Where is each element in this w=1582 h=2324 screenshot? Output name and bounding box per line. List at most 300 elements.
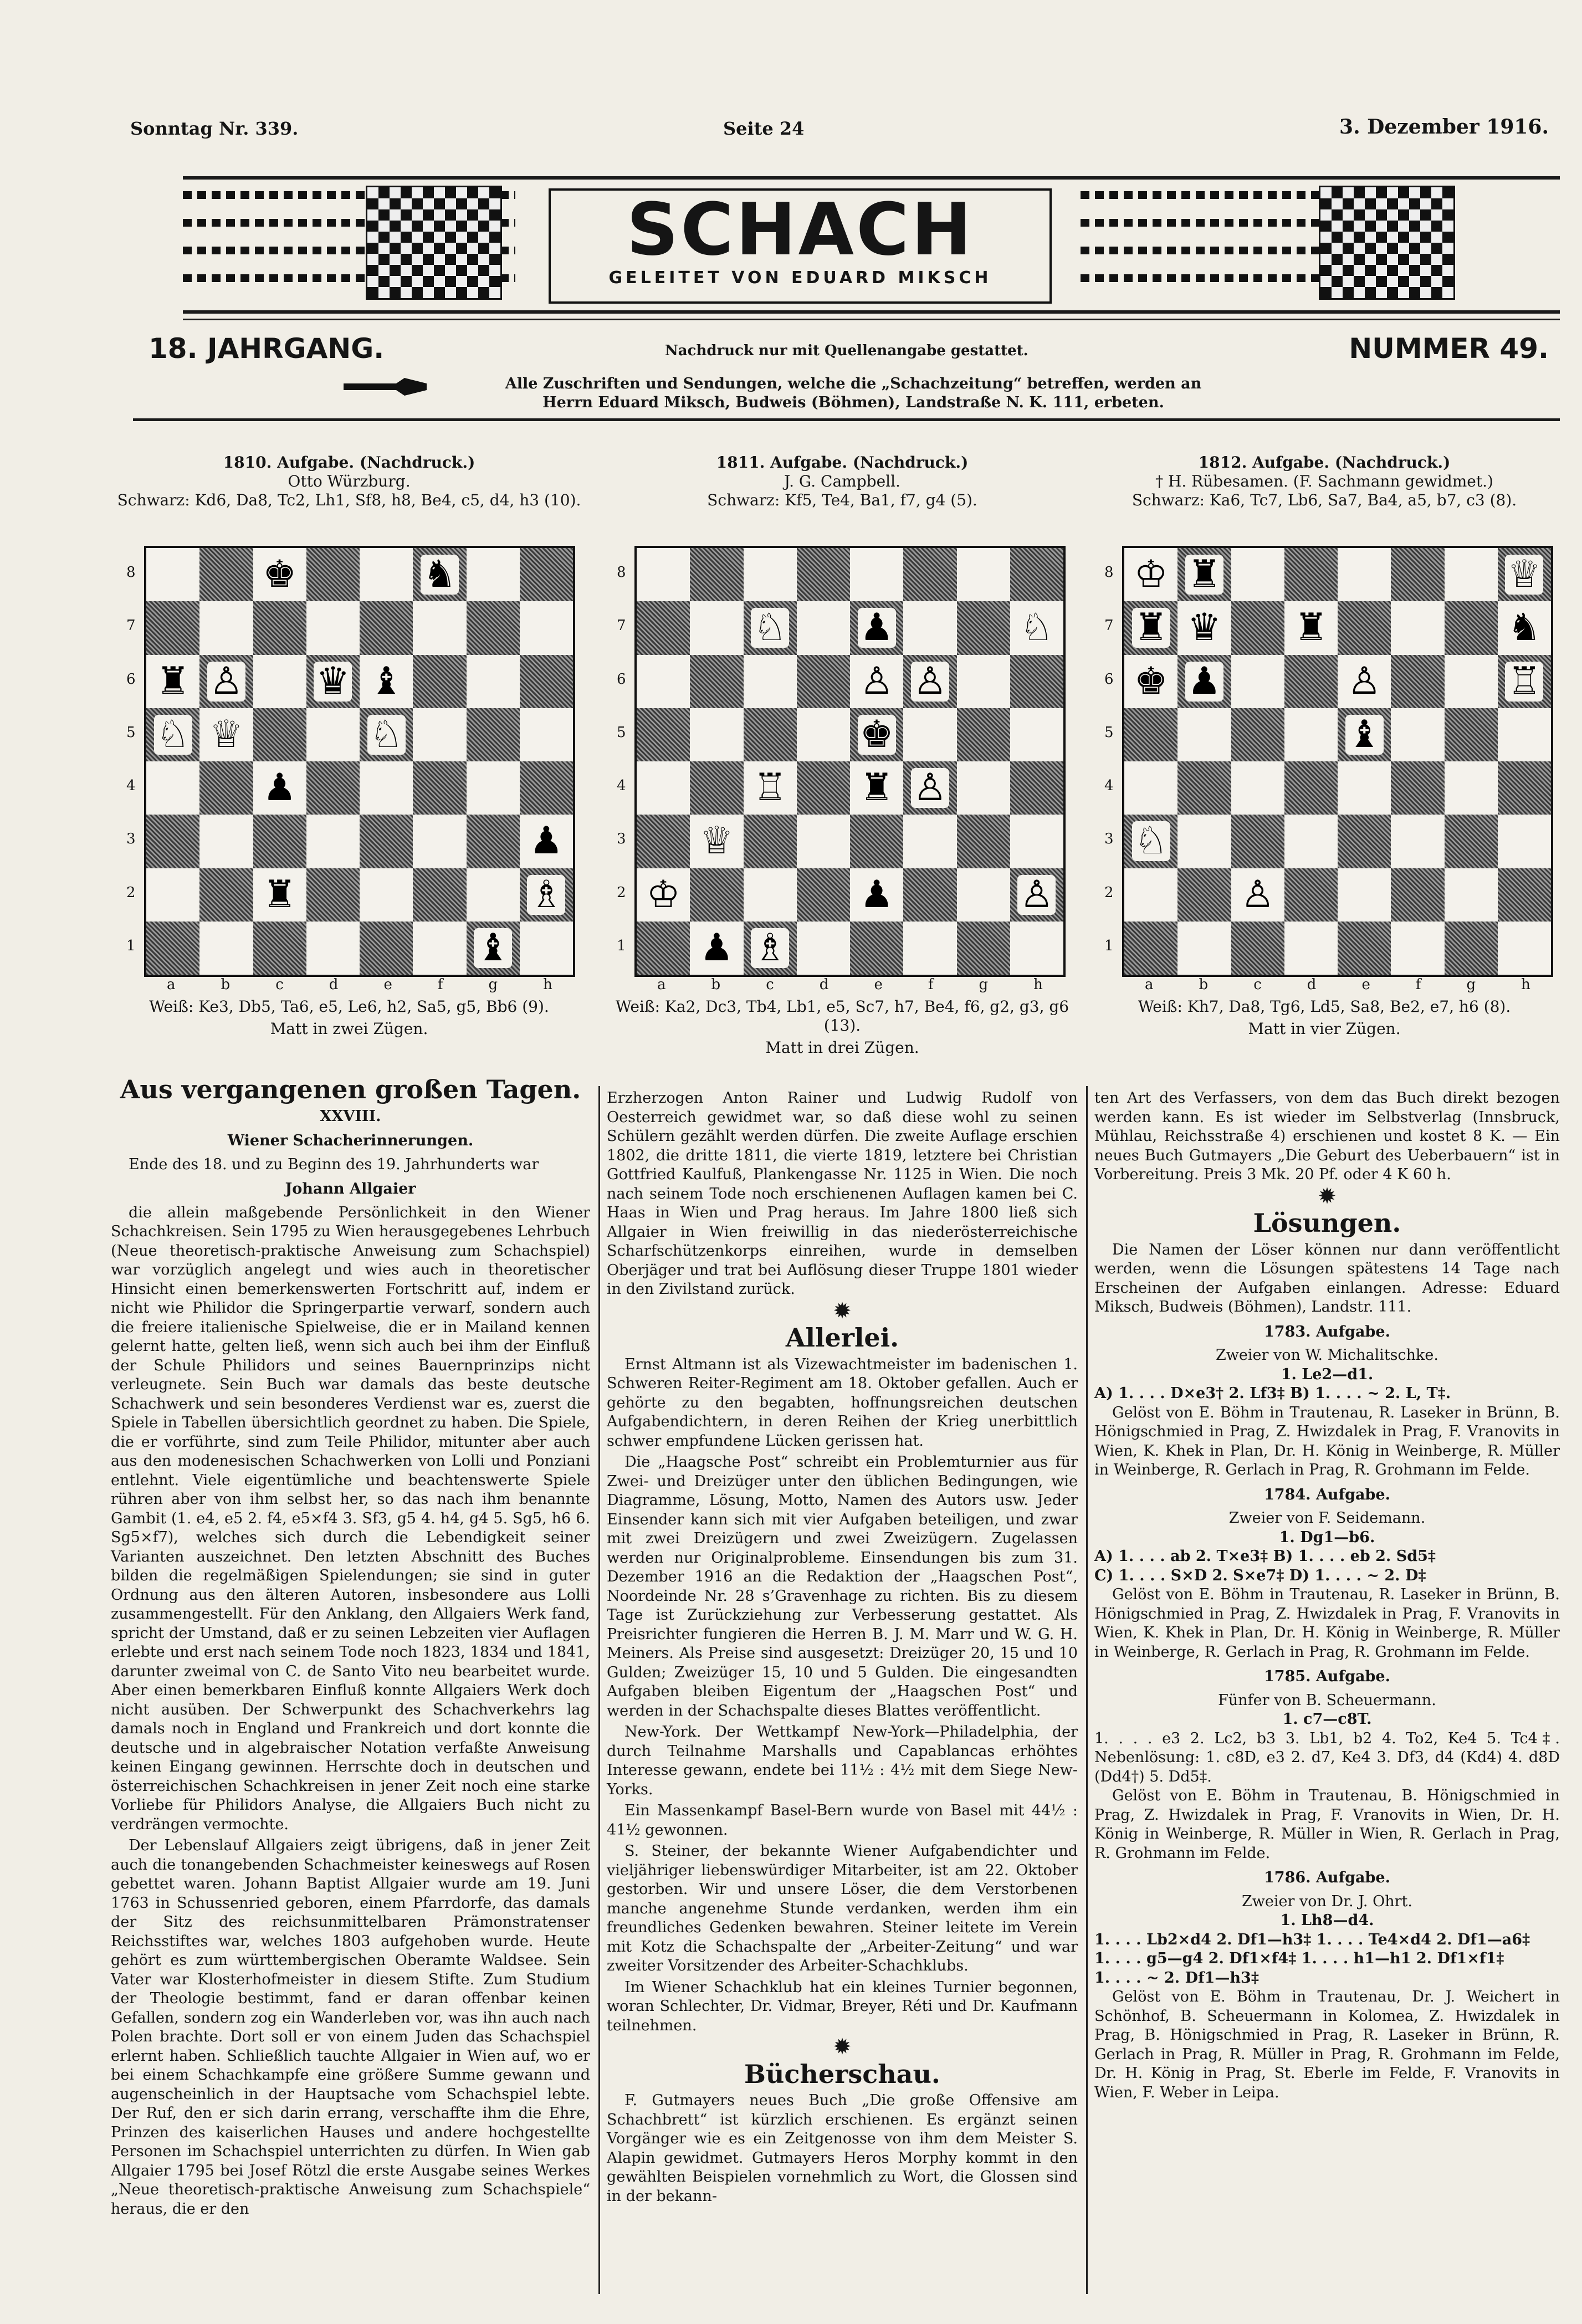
rank-label: 5 (1104, 724, 1114, 741)
square-d6 (797, 655, 850, 708)
square-c7 (744, 601, 797, 654)
square-g5 (1445, 708, 1498, 761)
square-a8 (1124, 548, 1177, 601)
rank-label: 1 (1104, 937, 1114, 954)
square-e3 (360, 815, 413, 868)
square-d4 (797, 761, 850, 815)
square-g7 (957, 601, 1010, 654)
file-label: a (1145, 976, 1154, 993)
white-piece-icon: ♖ (751, 768, 789, 808)
notice-line-1: Alle Zuschriften und Sendungen, welche die „Schachzeitung“ betreffen, werden an (505, 375, 1202, 392)
file-label: d (1307, 976, 1317, 993)
white-piece-icon: ♕ (698, 821, 736, 861)
square-f3 (903, 815, 956, 868)
square-g7 (1445, 601, 1498, 654)
article-subtitle: Wiener Schacherinnerungen. (227, 1132, 474, 1149)
square-b3 (1177, 815, 1231, 868)
square-d7 (1284, 601, 1338, 654)
page-number: Seite 24 (723, 118, 805, 139)
square-h6 (520, 655, 573, 708)
white-piece-icon: ♙ (911, 768, 949, 808)
solution-heading: 1783. Aufgabe. (1264, 1323, 1390, 1340)
problem-author: † H. Rübesamen. (F. Sachmann gewidmet.) (1155, 472, 1493, 490)
square-e4 (1338, 761, 1391, 815)
file-label: b (221, 976, 231, 993)
news-item: Die „Haagsche Post“ schreibt ein Problemturnier aus für Zwei- und Dreizüger unter den üblichen Bedingungen, wie Diagramme, Lösung, Motto, Namen des Autors usw. Jeder Einsender kann sich mit vier Aufgaben beteiligen, und zwar mit zwei Dreizügern und zwei Zweizügern. Zugelassen werden nur Originalprobleme. Einsendungen bis zum 31. Dezember 1916 an die Redaktion der „Haagschen Post“, Noordeinde Nr. 28 s’Gravenhage zu richten. Bis zu diesem Tage ist Zurückziehung zur Verbesserung gestattet. Als Preisrichter fungieren die Herren B. J. M. Marr und W. G. H. Meiners. Als Preise sind ausgesetzt: Dreizüger 20, 15 und 10 Gulden; Zweizüger 15, 10 und 5 Gulden. Die eingesandten Aufgaben bleiben Eigentum der „Haagschen Post“ und werden in der Schachspalte dieses Blattes veröffentlicht. (607, 1453, 1078, 1719)
solution-variation: A) 1. . . . ab 2. T×e3‡ B) 1. . . . eb 2. Sd5‡ (1094, 1548, 1436, 1565)
square-d7 (306, 601, 360, 654)
square-f7 (903, 601, 956, 654)
square-d3 (306, 815, 360, 868)
file-label: h (1033, 976, 1043, 993)
rank-label: 8 (1104, 564, 1114, 581)
square-f1 (413, 922, 466, 975)
square-b1 (690, 922, 743, 975)
square-a6 (146, 655, 199, 708)
square-a3 (1124, 815, 1177, 868)
square-b6 (199, 655, 253, 708)
square-c2 (744, 868, 797, 922)
square-b1 (199, 922, 253, 975)
rank-label: 4 (126, 777, 136, 794)
solution-key-move: 1. Dg1—b6. (1279, 1528, 1375, 1546)
black-piece-icon: ♚ (858, 715, 896, 755)
square-f2 (1391, 868, 1444, 922)
square-d8 (1284, 548, 1338, 601)
square-b4 (199, 761, 253, 815)
banner-title-box (549, 188, 1052, 304)
square-e3 (850, 815, 903, 868)
file-label: e (383, 976, 392, 993)
square-e4 (850, 761, 903, 815)
square-f3 (1391, 815, 1444, 868)
article-title: Aus vergangenen großen Tagen. (120, 1074, 581, 1104)
square-f8 (1391, 548, 1444, 601)
pointing-hand-icon (344, 376, 427, 398)
square-g4 (957, 761, 1010, 815)
problem-author: J. G. Campbell. (784, 472, 900, 490)
chessboard-1 (144, 546, 575, 977)
file-label: f (928, 976, 934, 993)
file-label: g (1466, 976, 1476, 993)
black-piece-icon: ♟ (698, 928, 736, 968)
square-h6 (1010, 655, 1063, 708)
solution-variation: 1. . . . Lb2×d4 2. Df1—h3‡ 1. . . . Te4×d4 2. Df1—a6‡ (1094, 1931, 1530, 1948)
square-g3 (467, 815, 520, 868)
rank-label: 8 (126, 564, 136, 581)
square-b6 (690, 655, 743, 708)
square-e7 (850, 601, 903, 654)
file-labels (144, 976, 575, 993)
square-g2 (467, 868, 520, 922)
square-a5 (146, 708, 199, 761)
square-g1 (957, 922, 1010, 975)
square-h5 (1498, 708, 1551, 761)
solution-key-move: 1. Lh8—d4. (1280, 1912, 1374, 1929)
white-piece-icon: ♙ (1017, 875, 1056, 915)
square-c5 (1231, 708, 1284, 761)
square-g6 (957, 655, 1010, 708)
problem-1-footer (111, 997, 587, 1038)
solvers-list: Gelöst von E. Böhm in Trautenau, R. Laseker in Brünn, B. Hönigschmied in Prag, Z. Hwizdalek in Prag, F. Vranovits in Wien, K. Khek in Plan, Dr. H. König in Weinberge, R. Müller in Weinberge, R. Gerlach in Prag, R. Grohmann im Felde. (1094, 1404, 1560, 1478)
article-intro: Ende des 18. und zu Beginn des 19. Jahrhunderts war (129, 1155, 539, 1173)
square-c7 (1231, 601, 1284, 654)
square-a1 (637, 922, 690, 975)
square-a2 (146, 868, 199, 922)
square-c3 (744, 815, 797, 868)
square-a2 (1124, 868, 1177, 922)
problem-2-footer (604, 997, 1081, 1057)
square-e1 (1338, 922, 1391, 975)
square-b3 (690, 815, 743, 868)
square-a6 (637, 655, 690, 708)
solutions-note: Die Namen der Löser können nur dann veröffentlicht werden, wenn die Lösungen spätestens 14 Tage nach Erscheinen der Aufgaben einlangen. Adresse: Eduard Miksch, Budweis (Böhmen), Landstr. 111. (1094, 1241, 1560, 1315)
file-label: g (979, 976, 989, 993)
white-piece-icon: ♗ (751, 928, 789, 968)
file-label: f (1415, 976, 1421, 993)
square-h2 (1010, 868, 1063, 922)
square-e5 (850, 708, 903, 761)
square-g3 (1445, 815, 1498, 868)
rank-label: 6 (1104, 670, 1114, 688)
file-label: b (711, 976, 721, 993)
square-h1 (520, 922, 573, 975)
file-label: f (437, 976, 443, 993)
square-e5 (360, 708, 413, 761)
section-title-buecherschau: Bücherschau. (744, 2059, 940, 2089)
square-d4 (306, 761, 360, 815)
solution-author: Zweier von W. Michalitschke. (1216, 1347, 1438, 1364)
file-label: c (275, 976, 284, 993)
black-piece-icon: ♟ (858, 875, 896, 915)
square-e7 (1338, 601, 1391, 654)
square-g5 (467, 708, 520, 761)
rank-label: 4 (617, 777, 626, 794)
black-piece-icon: ♟ (260, 768, 299, 808)
square-g2 (1445, 868, 1498, 922)
square-e2 (850, 868, 903, 922)
square-a2 (637, 868, 690, 922)
banner-chessboard-right (1319, 186, 1455, 300)
white-piece-icon: ♙ (207, 662, 245, 702)
file-labels (1122, 976, 1553, 993)
white-piece-icon: ♘ (751, 608, 789, 648)
problem-number: 1812. Aufgabe. (Nachdruck.) (1198, 453, 1451, 472)
square-g1 (467, 922, 520, 975)
square-g6 (1445, 655, 1498, 708)
banner-subtitle: GELEITET VON EDUARD MIKSCH (608, 268, 992, 288)
square-e6 (850, 655, 903, 708)
square-a3 (637, 815, 690, 868)
rank-labels (617, 546, 633, 972)
square-f4 (1391, 761, 1444, 815)
file-label: e (874, 976, 883, 993)
square-h8 (520, 548, 573, 601)
square-d2 (1284, 868, 1338, 922)
mate-condition: Matt in vier Zügen. (1248, 1020, 1401, 1038)
square-d2 (797, 868, 850, 922)
rank-label: 5 (617, 724, 626, 741)
white-piece-icon: ♙ (858, 662, 896, 702)
square-f6 (903, 655, 956, 708)
square-d5 (797, 708, 850, 761)
file-labels (634, 976, 1066, 993)
square-c8 (253, 548, 306, 601)
square-g8 (1445, 548, 1498, 601)
solvers-list: Gelöst von E. Böhm in Trautenau, R. Laseker in Brünn, B. Hönigschmied in Prag, Z. Hwizdalek in Prag, F. Vranovits in Wien, K. Khek in Plan, Dr. H. König in Weinberge, R. Müller in Weinberge, R. Gerlach in Prag, R. Grohmann im Felde. (1094, 1586, 1560, 1661)
square-c1 (744, 922, 797, 975)
square-c5 (253, 708, 306, 761)
article-column-2 (607, 1089, 1078, 2208)
rank-label: 7 (126, 617, 136, 634)
file-label: h (543, 976, 552, 993)
black-piece-icon: ♟ (858, 608, 896, 648)
square-b7 (1177, 601, 1231, 654)
square-h7 (520, 601, 573, 654)
square-c3 (1231, 815, 1284, 868)
separator-star-icon: ✹ (833, 2034, 852, 2060)
square-c5 (744, 708, 797, 761)
square-h4 (520, 761, 573, 815)
black-piece-icon: ♜ (1132, 608, 1170, 648)
square-g1 (1445, 922, 1498, 975)
square-g7 (467, 601, 520, 654)
square-h3 (1010, 815, 1063, 868)
file-label: d (819, 976, 829, 993)
square-e4 (360, 761, 413, 815)
square-b5 (690, 708, 743, 761)
rank-label: 6 (617, 670, 626, 688)
square-c4 (1231, 761, 1284, 815)
square-a8 (637, 548, 690, 601)
square-b7 (690, 601, 743, 654)
square-c8 (744, 548, 797, 601)
square-b5 (1177, 708, 1231, 761)
square-c6 (1231, 655, 1284, 708)
square-c3 (253, 815, 306, 868)
square-c2 (253, 868, 306, 922)
article-paragraph: Der Lebenslauf Allgaiers zeigt übrigens, daß in jener Zeit auch die tonangebenden Schachmeister keineswegs auf Rosen gebettet waren. Johann Baptist Allgaier wurde am 19. Juni 1763 in Schussenried geboren, einem Pfarrdorfe, das damals der Sitz des reichsunmittelbaren Prämonstratenser Reichsstiftes war, welches 1803 aufgehoben wurde. Heute gehört es zum württembergischen Oberamte Waldsee. Sein Vater war Klosterhofmeister in diesem Stifte. Zum Studium der Theologie bestimmt, fand er daran offenbar keinen Gefallen, sondern zog ein Wanderleben vor, was ihn auch nach Polen brachte. Dort soll er von einem Juden das Schachspiel erlernt haben. Schließlich tauchte Allgaier in Wien auf, wo er bei einem Schachkampfe eine größere Summe gewann und augenscheinlich in der Hauptsache vom Schachspiel lebte. Der Ruf, den er sich darin errang, verschaffte ihm die Ehre, Prinzen des kaiserlichen Hauses und andere hochgestellte Personen im Schachspiel unterrichten zu dürfen. In Wien gab Allgaier 1795 bei Josef Rötzl die erste Ausgabe seines Werkes „Neue theoretisch-praktische Anweisung zum Schachspiele“ heraus, die er den (111, 1837, 590, 2218)
square-b8 (690, 548, 743, 601)
black-piece-icon: ♚ (1132, 662, 1170, 702)
notice-line-2: Herrn Eduard Miksch, Budweis (Böhmen), Landstraße N. K. 111, erbeten. (542, 394, 1164, 411)
issue-date: 3. Dezember 1916. (1339, 115, 1549, 139)
reprint-note: Nachdruck nur mit Quellenangabe gestattet. (665, 342, 1028, 359)
problem-number: 1811. Aufgabe. (Nachdruck.) (716, 453, 969, 472)
file-label: a (657, 976, 666, 993)
black-piece-icon: ♚ (260, 555, 299, 595)
file-label: a (167, 976, 176, 993)
article-number: XXVIII. (320, 1107, 381, 1125)
solution-heading: 1785. Aufgabe. (1264, 1668, 1390, 1685)
white-piece-icon: ♗ (527, 875, 565, 915)
solution-variation: A) 1. . . . D×e3† 2. Lf3‡ B) 1. . . . ~ 2. L, T‡. (1094, 1385, 1451, 1402)
square-c6 (744, 655, 797, 708)
black-piece-icon: ♜ (154, 662, 192, 702)
square-f1 (1391, 922, 1444, 975)
square-e6 (1338, 655, 1391, 708)
rank-label: 1 (126, 937, 136, 954)
square-d3 (1284, 815, 1338, 868)
square-a4 (146, 761, 199, 815)
square-c6 (253, 655, 306, 708)
news-item: S. Steiner, der bekannte Wiener Aufgabendichter und vieljähriger liebenswürdiger Mitarbeiter, ist am 22. Oktober gestorben. Wir und unsere Löser, die dem Verstorbenen manche angenehme Stunde verdanken, werden ihm ein freundliches Gedenken bewahren. Steiner leitete im Verein mit Kotz die Schachspalte der „Arbeiter-Zeitung“ und war zweiter Vorsitzender des Arbeiter-Schachklubs. (607, 1842, 1078, 1974)
square-h2 (1498, 868, 1551, 922)
problem-number: 1810. Aufgabe. (Nachdruck.) (223, 453, 475, 472)
square-b2 (1177, 868, 1231, 922)
problem-3-footer (1086, 997, 1563, 1038)
white-piece-icon: ♔ (1132, 555, 1170, 595)
square-f5 (903, 708, 956, 761)
square-a4 (637, 761, 690, 815)
square-e2 (1338, 868, 1391, 922)
square-e8 (850, 548, 903, 601)
chessboard-2 (634, 546, 1066, 977)
problem-2-header (604, 453, 1081, 510)
volume-label: 18. JAHRGANG. (149, 332, 385, 365)
banner-chessboard-left (366, 186, 502, 300)
section-title-loesungen: Lösungen. (1253, 1208, 1401, 1238)
square-h6 (1498, 655, 1551, 708)
black-piece-icon: ♜ (260, 875, 299, 915)
solution-variation: 1. . . . g5—g4 2. Df1×f4‡ 1. . . . h1—h1 2. Df1×f1‡ (1094, 1950, 1504, 1967)
square-f6 (413, 655, 466, 708)
rank-label: 2 (1104, 884, 1114, 901)
black-pieces: Schwarz: Kd6, Da8, Tc2, Lh1, Sf8, h8, Be4, c5, d4, h3 (10). (117, 491, 581, 509)
square-e1 (360, 922, 413, 975)
square-c4 (253, 761, 306, 815)
square-d8 (306, 548, 360, 601)
rank-label: 8 (617, 564, 626, 581)
news-item: New-York. Der Wettkampf New-York—Philadelphia, der durch Teilnahme Marshalls und Capablancas erhöhtes Interesse gewann, endete bei 11½ : 4½ mit dem Siege New-Yorks. (607, 1723, 1078, 1798)
square-f3 (413, 815, 466, 868)
square-g4 (1445, 761, 1498, 815)
rank-labels (1104, 546, 1121, 972)
rank-label: 4 (1104, 777, 1114, 794)
square-h8 (1498, 548, 1551, 601)
square-d1 (306, 922, 360, 975)
square-b1 (1177, 922, 1231, 975)
square-f4 (903, 761, 956, 815)
review-item: F. Gutmayers neues Buch „Die große Offensive am Schachbrett“ ist kürzlich erschienen. Es ergänzt seinen Vorgänger wie es ein Zeitgenosse von ihm dem Meister S. Alapin gewidmet. Gutmayers Heros Morphy kommt in den gewählten Beispielen vornehmlich zu Wort, die Glossen sind in der bekann- (607, 2092, 1078, 2205)
problem-3-header (1086, 453, 1563, 510)
square-h3 (1498, 815, 1551, 868)
square-f6 (1391, 655, 1444, 708)
square-a5 (637, 708, 690, 761)
square-g6 (467, 655, 520, 708)
problem-1-header (111, 453, 587, 510)
black-piece-icon: ♞ (421, 555, 459, 595)
white-pieces: Weiß: Kh7, Da8, Tg6, Ld5, Sa8, Be2, e7, h6 (8). (1138, 997, 1511, 1016)
square-d1 (1284, 922, 1338, 975)
square-d1 (797, 922, 850, 975)
news-item: Ein Massenkampf Basel-Bern wurde von Basel mit 44½ : 41½ gewonnen. (607, 1802, 1078, 1839)
news-item: Im Wiener Schachklub hat ein kleines Turnier begonnen, woran Schlechter, Dr. Vidmar, Breyer, Réti und Dr. Kaufmann teilnehmen. (607, 1978, 1078, 2034)
square-f7 (1391, 601, 1444, 654)
mate-condition: Matt in zwei Zügen. (270, 1020, 428, 1038)
square-e5 (1338, 708, 1391, 761)
square-f2 (903, 868, 956, 922)
article-paragraph: die allein maßgebende Persönlichkeit in den Wiener Schachkreisen. Sein 1795 zu Wien herausgegebenes Lehrbuch (Neue theoretisch-praktische Anweisung zum Schachspiel) war vorzüglich angelegt und wies auch in theoretischer Hinsicht einen bemerkenswerten Fortschritt auf, indem er nicht wie Philidor die Springerpartie verwarf, sondern auch die freiere italienische Spielweise, die er in Mailand kennen gelernt hatte, gelten ließ, wenn sich auch bei ihm der Einfluß der Schule Philidors und seines Bauernprinzips nicht verleugnete. Sein Buch war damals das beste deutsche Schachwerk und sein besonderes Verdienst war es, zuerst die Spiele in Tabellen übersichtlich geordnet zu haben. Die Spiele, die er vorführte, sind zum Teile Philidor, mitunter aber auch aus den modenesischen Schachwerken von Lolli und Ponziani entlehnt. Viele eigentümliche und beachtenswerte Spiele rühren aber von ihm selbst her, so das nach ihm benannte Gambit (1. e4, e5 2. f4, e5×f4 3. Sf3, g5 4. h4, g4 5. Sg5, h6 6. Sg5×f7), welches sich durch die Lebendigkeit seiner Varianten auszeichnet. Den letzten Abschnitt des Buches bilden die regelmäßigen Spielendungen; sie sind in guter Ordnung aus den älteren Autoren, insbesondere aus Lolli zusammengestellt. Für den Anklang, den Allgaiers Werk fand, spricht der Umstand, daß er zu seinen Lebzeiten vier Auflagen erlebte und erst nach seinem Tode noch 1823, 1834 und 1841, darunter zweimal von C. de Santo Vito neu bearbeitet wurde. Aber einen bemerkbaren Einfluß konnte Allgaiers Werk doch nicht ausüben. Der Schwerpunkt des Schachverkehrs lag damals noch in England und Frankreich und dort konnte die deutsche und in algebraischer Notation verfaßte Anweisung keinen Eingang gewinnen. Herrschte doch in deutschen und österreichischen Schachkreisen in jener Zeit noch eine starke Vorliebe für Philidors Analyse, die Allgaiers Buch nicht zu verdrängen vermochte. (111, 1204, 590, 1833)
square-f5 (1391, 708, 1444, 761)
banner-title: SCHACH (626, 187, 974, 272)
square-b6 (1177, 655, 1231, 708)
solution-heading: 1784. Aufgabe. (1264, 1486, 1390, 1503)
rank-label: 7 (1104, 617, 1114, 634)
problem-author: Otto Würzburg. (288, 472, 411, 490)
square-d7 (797, 601, 850, 654)
rank-label: 2 (617, 884, 626, 901)
square-h4 (1010, 761, 1063, 815)
rank-label: 7 (617, 617, 626, 634)
square-e2 (360, 868, 413, 922)
square-e1 (850, 922, 903, 975)
white-piece-icon: ♘ (1132, 821, 1170, 861)
article-paragraph: Erzherzogen Anton Rainer und Ludwig Rudolf von Oesterreich gewidmet war, so daß diese wohl zu seinen Schülern gezählt werden dürfen. Die zweite Auflage erschien 1802, die dritte 1811, die vierte 1819, letztere bei Christian Gottfried Kaulfuß, Plankengasse Nr. 1125 in Wien. Die noch nach seinem Tode noch erschienenen Auflagen kamen bei C. Haas in Wien und Prag heraus. Im Jahre 1800 ließ sich Allgaier in Wien freiwillig in das niederösterreichische Scharfschützenkorps einreihen, wurde in demselben Oberjäger und trat bei Auflösung dieser Truppe 1801 wieder in den Zivilstand zurück. (607, 1089, 1078, 1298)
rank-labels (126, 546, 143, 972)
square-h5 (1010, 708, 1063, 761)
article-column-1 (111, 1072, 590, 2221)
square-g3 (957, 815, 1010, 868)
solution-author: Zweier von Dr. J. Ohrt. (1242, 1892, 1412, 1910)
black-piece-icon: ♜ (1185, 555, 1223, 595)
square-c8 (1231, 548, 1284, 601)
news-item: Ernst Altmann ist als Vizewachtmeister im badenischen 1. Schweren Reiter-Regiment am 18. Oktober gefallen. Auch er gehörte zu den begabten, hoffnungsreichen deutschen Aufgabendichtern, in deren Reihen der Krieg unerbittlich schwer empfundene Lücken gerissen hat. (607, 1355, 1078, 1450)
white-piece-icon: ♙ (1345, 662, 1384, 702)
square-d3 (797, 815, 850, 868)
square-f7 (413, 601, 466, 654)
square-h1 (1010, 922, 1063, 975)
square-b3 (199, 815, 253, 868)
white-piece-icon: ♙ (1238, 875, 1277, 915)
white-piece-icon: ♕ (207, 715, 245, 755)
square-f5 (413, 708, 466, 761)
solution-author: Fünfer von B. Scheuermann. (1218, 1691, 1436, 1709)
white-piece-icon: ♕ (1505, 555, 1543, 595)
file-label: e (1361, 976, 1370, 993)
file-label: h (1521, 976, 1530, 993)
solution-heading: 1786. Aufgabe. (1264, 1869, 1390, 1886)
rank-label: 6 (126, 670, 136, 688)
square-h1 (1498, 922, 1551, 975)
editorial-notice (438, 375, 1269, 412)
square-b5 (199, 708, 253, 761)
white-piece-icon: ♘ (367, 715, 406, 755)
square-h8 (1010, 548, 1063, 601)
square-e3 (1338, 815, 1391, 868)
rank-label: 2 (126, 884, 136, 901)
square-b8 (199, 548, 253, 601)
rank-label: 5 (126, 724, 136, 741)
solvers-list: Gelöst von E. Böhm in Trautenau, Dr. J. Weichert in Schönhof, B. Scheuermann in Kolomea, Z. Hwizdalek in Prag, B. Hönigschmied in Prag, R. Laseker in Brünn, R. Gerlach in Prag, R. Müller in Prag, R. Grohmann im Felde, Dr. H. König in Prag, St. Eberle im Felde, F. Vranovits in Wien, F. Weber in Leipa. (1094, 1988, 1560, 2101)
square-c2 (1231, 868, 1284, 922)
file-label: g (488, 976, 498, 993)
solvers-list: Gelöst von E. Böhm in Trautenau, B. Hönigschmied in Prag, Z. Hwizdalek in Prag, F. Vranovits in Wien, Dr. H. König in Weinberge, R. Müller in Wien, R. Gerlach in Prag, R. Grohmann im Felde. (1094, 1787, 1560, 1862)
file-label: d (329, 976, 339, 993)
square-b8 (1177, 548, 1231, 601)
square-a7 (1124, 601, 1177, 654)
square-e8 (1338, 548, 1391, 601)
square-h2 (520, 868, 573, 922)
square-d8 (797, 548, 850, 601)
rank-label: 3 (1104, 831, 1114, 848)
article-paragraph: ten Art des Verfassers, von dem das Buch direkt bezogen werden kann. Es ist wieder im Selbstverlag (Innsbruck, Mühlau, Reichsstraße 4) erschienen und kostet 8 K. — Ein neues Buch Gutmayers „Die Geburt des Ueberbauern“ ist in Vorbereitung. Preis 3 Mk. 20 Pf. oder 4 K 60 h. (1094, 1089, 1560, 1183)
solution-variation: C) 1. . . . S×D 2. S×e7‡ D) 1. . . . ~ 2. D‡ (1094, 1567, 1426, 1584)
square-a8 (146, 548, 199, 601)
white-pieces: Weiß: Ke3, Db5, Ta6, e5, Le6, h2, Sa5, g5, Bb6 (9). (149, 997, 549, 1016)
black-piece-icon: ♝ (367, 662, 406, 702)
black-piece-icon: ♝ (474, 928, 512, 968)
